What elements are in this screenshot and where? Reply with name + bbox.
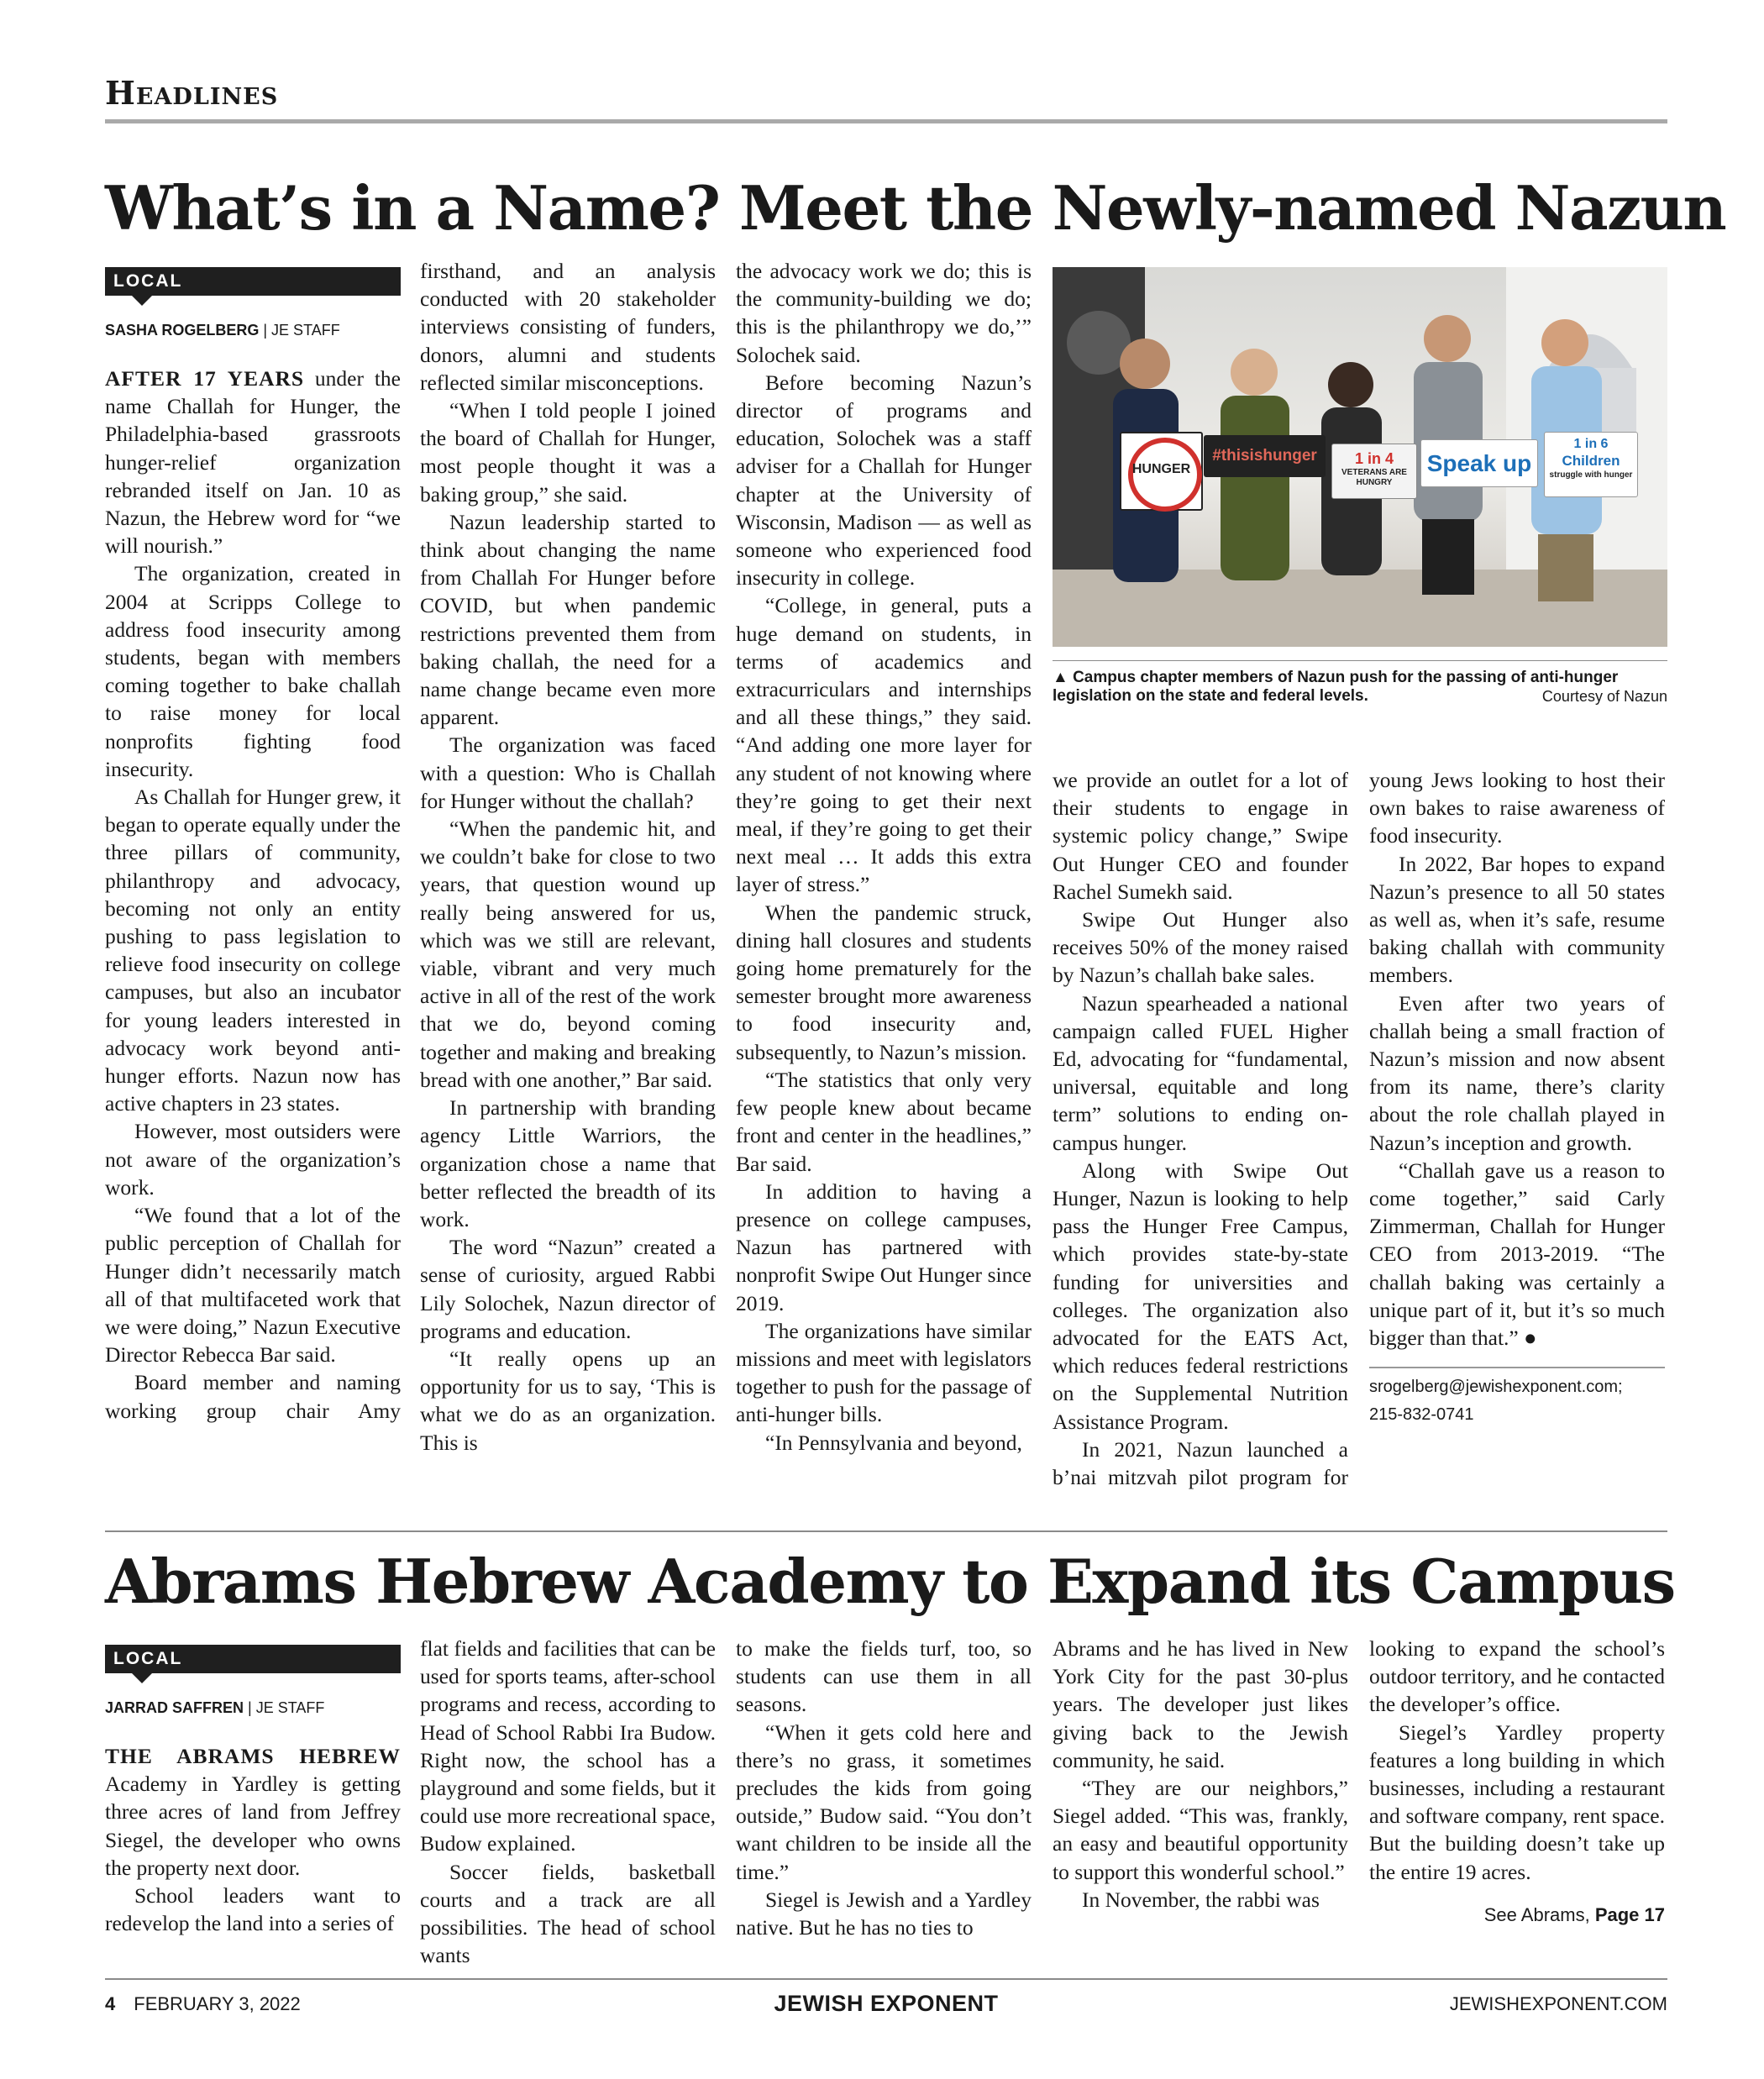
hunger-sign: HUNGER (1120, 432, 1203, 511)
article2-author: JARRAD SAFFREN (105, 1699, 244, 1716)
article1-paragraph: firsthand, and an analysis conducted with 20 stakeholder interviews consisting of funders, donors, alumni and students reflected similar misconceptions. (420, 259, 716, 395)
article1-paragraph: AFTER 17 YEARS under the name Challah for Hunger, the Philadelphia-based grassroots hunger-relief organization rebranded itself on Jan. 10 as Nazun, the Hebrew word for “we will nourish.” (105, 366, 401, 559)
article2-column-1 (105, 1645, 401, 1937)
article1-paragraph: Along with Swipe Out Hunger, Nazun is looking to help pass the Hunger Free Campus, which provides state-by-state funding for universities and colleges. The organization also advocated for the EATS Act, which reduces federal restrictions on the Supplemental Nutrition Assistance Program. (1053, 1158, 1348, 1434)
article1-paragraph: In 2022, Bar hopes to expand Nazun’s presence to all 50 states as well as, when it’s safe, resume baking challah with community members. (1369, 851, 1665, 988)
article2-column-5 (1369, 1635, 1665, 1929)
article1-paragraph: Board member and naming working group chair Amy (105, 1370, 401, 1423)
author-contact (1369, 1367, 1665, 1429)
article2-column-3 (736, 1635, 1032, 1941)
article2-byline (105, 1698, 401, 1717)
section-rule (105, 119, 1667, 123)
article1-lead: AFTER 17 YEARS (105, 366, 305, 391)
article2-paragraph: Abrams and he has lived in New York City for the past 30-plus years. The developer just likes giving back to the Jewish community, he said. (1053, 1636, 1348, 1772)
article1-paragraph: The word “Nazun” created a sense of curiosity, argued Rabbi Lily Solochek, Nazun director of programs and education. (420, 1235, 716, 1343)
photo-credit: Courtesy of Nazun (1541, 688, 1667, 705)
article1-column-2 (420, 257, 716, 1457)
children-sign: 1 in 6 Children struggle with hunger (1544, 432, 1638, 497)
article1-paragraph: Nazun leadership started to think about changing the name from Challah For Hunger before COVID, but when pandemic restrictions prevented them from baking challah, the need for a name change became even more apparent. (420, 509, 716, 730)
article1-headline: What’s in a Name? Meet the Newly-named Nazun (105, 172, 1726, 244)
article1-paragraph: the advocacy work we do; this is the community-building we do; this is the philanthropy we do,’” Solochek said. (736, 259, 1032, 367)
article1-paragraph: In partnership with branding agency Little Warriors, the organization chose a name that better reflected the breadth of its work. (420, 1095, 716, 1231)
end-mark: ● (1524, 1326, 1537, 1351)
article1-column-1 (105, 267, 401, 1425)
veterans-sign: 1 in 4 VETERANS ARE HUNGRY (1331, 444, 1417, 499)
article2-lead: THE ABRAMS HEBREW (105, 1744, 401, 1768)
article1-paragraph: When the pandemic struck, dining hall closures and students going home prematurely for the semester brought more awareness to food insecurity and, subsequently, to Nazun’s mission. (736, 900, 1032, 1064)
article1-paragraph: young Jews looking to host their own bakes to raise awareness of food insecurity. (1369, 768, 1665, 848)
page-number: 4 (105, 1993, 116, 2014)
article1-paragraph: In addition to having a presence on college campuses, Nazun has partnered with nonprofit Swipe Out Hunger since 2019. (736, 1179, 1032, 1315)
article1-paragraph: Before becoming Nazun’s director of programs and education, Solochek was a staff adviser for a Challah for Hunger chapter at the University of Wisconsin, Madison — as well as someone who experienced food insecurity in college. (736, 370, 1032, 591)
thisishunger-sign: #thisishunger (1204, 435, 1326, 477)
article1-paragraph: The organizations have similar missions and meet with legislators together to push for the passage of anti-hunger bills. (736, 1318, 1032, 1427)
speak-up-sign: Speak up (1420, 439, 1538, 487)
article1-section-tag: LOCAL (105, 267, 401, 296)
article1-paragraph: As Challah for Hunger grew, it began to operate equally under the three pillars of community, philanthropy and advocacy, becoming not only an entity pushing to pass legislation to relieve food insecurity on college campuses, but also an incubator for young leaders interested in advocacy work beyond anti-hunger efforts. Nazun now has active chapters in 23 states. (105, 785, 401, 1116)
article1-paragraph: “The statistics that only very few people knew about became front and center in the headlines,” Bar said. (736, 1067, 1032, 1176)
author-phone: 215-832-0741 (1369, 1405, 1474, 1425)
article1-paragraph: Swipe Out Hunger also receives 50% of the money raised by Nazun’s challah bake sales. (1053, 907, 1348, 988)
caption-rule (1053, 660, 1667, 661)
article2-paragraph: “They are our neighbors,” Siegel added. “This was, frankly, an easy and beautiful opportunity to support this wonderful school.” (1053, 1776, 1348, 1884)
article2-paragraph: flat fields and facilities that can be used for sports teams, after-school programs and recess, according to Head of School Rabbi Ira Budow. Right now, the school has a playground and some fields, but it could use more recreational space, Budow explained. (420, 1636, 716, 1856)
article1-photo (1053, 267, 1667, 647)
article1-column-5 (1369, 766, 1665, 1429)
article2-paragraph: Soccer fields, basketball courts and a track are all possibilities. The head of school wants (420, 1859, 716, 1968)
article2-paragraph: “When it gets cold here and there’s no grass, it sometimes precludes the kids from going outside,” Budow said. “You don’t want children to be inside all the time.” (736, 1719, 1032, 1884)
article2-paragraph: looking to expand the school’s outdoor territory, and he contacted the developer’s office. (1369, 1636, 1665, 1717)
article2-column-2 (420, 1635, 716, 1969)
article1-paragraph: we provide an outlet for a lot of their students to engage in systemic policy change,” Swipe Out Hunger CEO and founder Rachel Sumekh said. (1053, 768, 1348, 904)
article1-paragraph: Nazun spearheaded a national campaign called FUEL Higher Ed, advocating for “fundamental, universal, equitable and long term” solutions to ending on-campus hunger. (1053, 990, 1348, 1155)
article1-paragraph: The organization was faced with a question: Who is Challah for Hunger without the challah? (420, 732, 716, 813)
article1-paragraph: In 2021, Nazun launched a b’nai mitzvah pilot program for (1053, 1436, 1348, 1490)
article1-paragraph: Even after two years of challah being a small fraction of Nazun’s mission and now absent from its name, there’s clarity about the role challah played in Nazun’s inception and growth. (1369, 990, 1665, 1155)
article1-column-3 (736, 257, 1032, 1457)
article2-paragraph: School leaders want to redevelop the land into a series of (105, 1883, 401, 1936)
article1-paragraph: However, most outsiders were not aware of the organization’s work. (105, 1119, 401, 1200)
article2-paragraph: Siegel is Jewish and a Yardley native. But he has no ties to (736, 1887, 1032, 1940)
website-link[interactable]: JEWISHEXPONENT.COM (1449, 1993, 1667, 2014)
article1-paragraph: “When the pandemic hit, and we couldn’t bake for close to two years, that question wound up really being answered for us, which was we still are relevant, viable, vibrant and very much active in all of the rest of the work that we do, beyond coming together and making and breaking bread with one another,” Bar said. (420, 816, 716, 1092)
continued-link[interactable]: See Abrams, Page 17 (1483, 1903, 1665, 1925)
article2-paragraph: Siegel’s Yardley property features a long building in which businesses, including a restaurant and software company, rent space. But the building doesn’t take up the entire 19 acres. (1369, 1719, 1665, 1884)
publication-name: JEWISH EXPONENT (774, 1991, 999, 2016)
author-email[interactable]: srogelberg@jewishexponent.com; (1369, 1378, 1623, 1397)
article2-paragraph: THE ABRAMS HEBREW Academy in Yardley is getting three acres of land from Jeffrey Siegel, the developer who owns the property next door. (105, 1744, 401, 1880)
article2-headline: Abrams Hebrew Academy to Expand its Campus (105, 1546, 1675, 1617)
article2-author-role: | JE STAFF (248, 1699, 325, 1716)
article1-paragraph: “When I told people I joined the board of Challah for Hunger, most people thought it was a baking group,” she said. (420, 398, 716, 507)
article2-column-4 (1053, 1635, 1348, 1914)
article1-paragraph: “Challah gave us a reason to come together,” said Carly Zimmerman, Challah for Hunger CEO from 2013-2019. “The challah baking was certainly a unique part of it, but it’s so much bigger than that.” ● (1369, 1158, 1665, 1351)
photo-caption: ▲ Campus chapter members of Nazun push for the passing of anti-hunger legislation on the state and federal levels. Courtesy of Nazun (1053, 669, 1667, 705)
article1-paragraph: “We found that a lot of the public perception of Challah for Hunger didn’t necessarily match all of that multifaceted work that we were doing,” Nazun Executive Director Rebecca Bar said. (105, 1203, 401, 1368)
article1-author: SASHA ROGELBERG (105, 322, 260, 339)
article1-paragraph: “College, in general, puts a huge demand on students, in terms of academics and extracurriculars and internships and all these things,” they said. “And adding one more layer for any student of not knowing where they’re going to get their next meal, if they’re going to get their next meal … It adds this extra layer of stress.” (736, 593, 1032, 897)
article2-paragraph: In November, the rabbi was (1082, 1887, 1320, 1912)
article2-paragraph: to make the fields turf, too, so students can use them in all seasons. (736, 1636, 1032, 1717)
article2-section-tag: LOCAL (105, 1645, 401, 1673)
article1-paragraph: “In Pennsylvania and beyond, (765, 1430, 1022, 1455)
article1-paragraph: “It really opens up an opportunity for us to say, ‘This is what we do as an organization. This is (420, 1346, 716, 1455)
issue-date: FEBRUARY 3, 2022 (134, 1993, 301, 2014)
page-footer (105, 1993, 1667, 2019)
article-divider (105, 1530, 1667, 1532)
article1-byline (105, 321, 401, 339)
article1-author-role: | JE STAFF (263, 322, 340, 339)
article1-column-4 (1053, 766, 1348, 1491)
article1-paragraph: The organization, created in 2004 at Scripps College to address food insecurity among students, began with members coming together to bake challah to raise money for local nonprofits fighting food insecurity. (105, 561, 401, 781)
footer-rule (105, 1978, 1667, 1980)
section-label: Headlines (105, 74, 279, 112)
